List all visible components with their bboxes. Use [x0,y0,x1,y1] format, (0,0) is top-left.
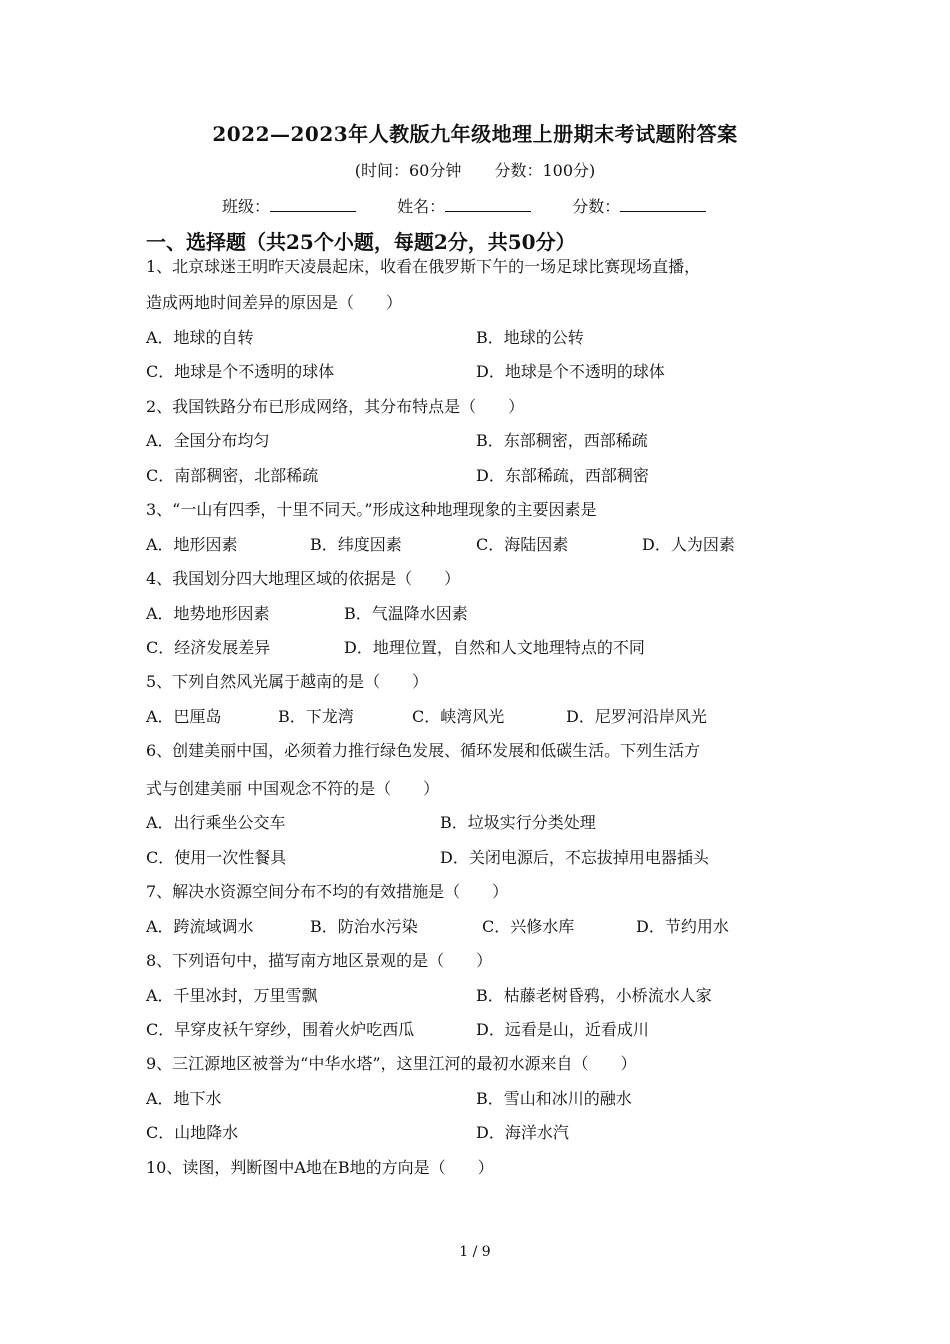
q7-option-c: C．兴修水库 [482,917,575,936]
score-blank[interactable] [620,197,706,212]
class-blank[interactable] [270,197,356,212]
question-10: 10、读图，判断图中A地在B地的方向是（ ） [146,1158,494,1177]
q8-option-b: B．枯藤老树昏鸦，小桥流水人家 [476,986,712,1005]
q7-option-d: D．节约用水 [636,917,729,936]
q9-option-b: B．雪山和冰川的融水 [476,1089,632,1108]
q2-option-c: C．南部稠密，北部稀疏 [146,466,319,485]
total-score: 分数：100分) [494,161,596,180]
q3-option-a: A．地形因素 [146,535,238,554]
question-1-line-2: 造成两地时间差异的原因是（ ） [146,293,403,312]
question-6-line-1: 6、创建美丽中国，必须着力推行绿色发展、循环发展和低碳生活。下列生活方 [146,741,701,760]
question-4: 4、我国划分四大地理区域的依据是（ ） [146,569,461,588]
name-blank[interactable] [445,197,531,212]
q5-option-d: D．尼罗河沿岸风光 [566,707,707,726]
student-info [222,194,742,217]
q9-option-c: C．山地降水 [146,1123,239,1142]
q1-option-a: A．地球的自转 [146,328,254,347]
q1-option-d: D．地球是个不透明的球体 [476,362,665,381]
q5-option-b: B．下龙湾 [278,707,354,726]
q2-option-d: D．东部稀疏，西部稠密 [476,466,649,485]
q6-option-b: B．垃圾实行分类处理 [440,813,596,832]
q4-option-b: B．气温降水因素 [344,604,468,623]
q8-option-d: D．远看是山，近看成川 [476,1020,649,1039]
score-label: 分数： [572,197,621,216]
class-label: 班级： [222,197,271,216]
class-field [222,194,356,217]
section-heading: 一、选择题（共25个小题，每题2分，共50分） [146,230,576,254]
question-3: 3、“一山有四季，十里不同天。”形成这种地理现象的主要因素是 [146,500,597,519]
q6-option-c: C．使用一次性餐具 [146,848,287,867]
q6-option-d: D．关闭电源后，不忘拔掉用电器插头 [440,848,709,867]
question-6-line-2: 式与创建美丽 中国观念不符的是（ ） [146,779,440,798]
q7-option-b: B．防治水污染 [310,917,418,936]
question-5: 5、下列自然风光属于越南的是（ ） [146,672,429,691]
question-9: 9、三江源地区被誉为“中华水塔”，这里江河的最初水源来自（ ） [146,1054,637,1073]
time-limit: (时间：60分钟 [354,161,462,180]
q3-option-c: C．海陆因素 [476,535,569,554]
q2-option-a: A．全国分布均匀 [146,431,270,450]
exam-subtitle [0,158,950,181]
q4-option-d: D．地理位置，自然和人文地理特点的不同 [344,638,645,657]
q9-option-d: D．海洋水汽 [476,1123,569,1142]
q6-option-a: A．出行乘坐公交车 [146,813,286,832]
question-2: 2、我国铁路分布已形成网络，其分布特点是（ ） [146,397,525,416]
q9-option-a: A．地下水 [146,1089,222,1108]
name-field [397,194,531,217]
q5-option-a: A．巴厘岛 [146,707,222,726]
q7-option-a: A．跨流域调水 [146,917,254,936]
question-1-line-1: 1、北京球迷王明昨天凌晨起床，收看在俄罗斯下午的一场足球比赛现场直播， [146,257,701,276]
exam-title: 2022—2023年人教版九年级地理上册期末考试题附答案 [212,122,738,146]
q8-option-c: C．早穿皮袄午穿纱，围着火炉吃西瓜 [146,1020,415,1039]
question-8: 8、下列语句中，描写南方地区景观的是（ ） [146,951,493,970]
q1-option-b: B．地球的公转 [476,328,584,347]
q1-option-c: C．地球是个不透明的球体 [146,362,335,381]
q3-option-d: D．人为因素 [642,535,735,554]
q4-option-a: A．地势地形因素 [146,604,270,623]
name-label: 姓名： [397,197,446,216]
q3-option-b: B．纬度因素 [310,535,402,554]
q4-option-c: C．经济发展差异 [146,638,271,657]
question-7: 7、解决水资源空间分布不均的有效措施是（ ） [146,882,509,901]
page-number: 1 / 9 [459,1244,491,1260]
q2-option-b: B．东部稠密，西部稀疏 [476,431,648,450]
q8-option-a: A．千里冰封，万里雪飘 [146,986,318,1005]
q5-option-c: C．峡湾风光 [412,707,505,726]
score-field [572,194,706,217]
